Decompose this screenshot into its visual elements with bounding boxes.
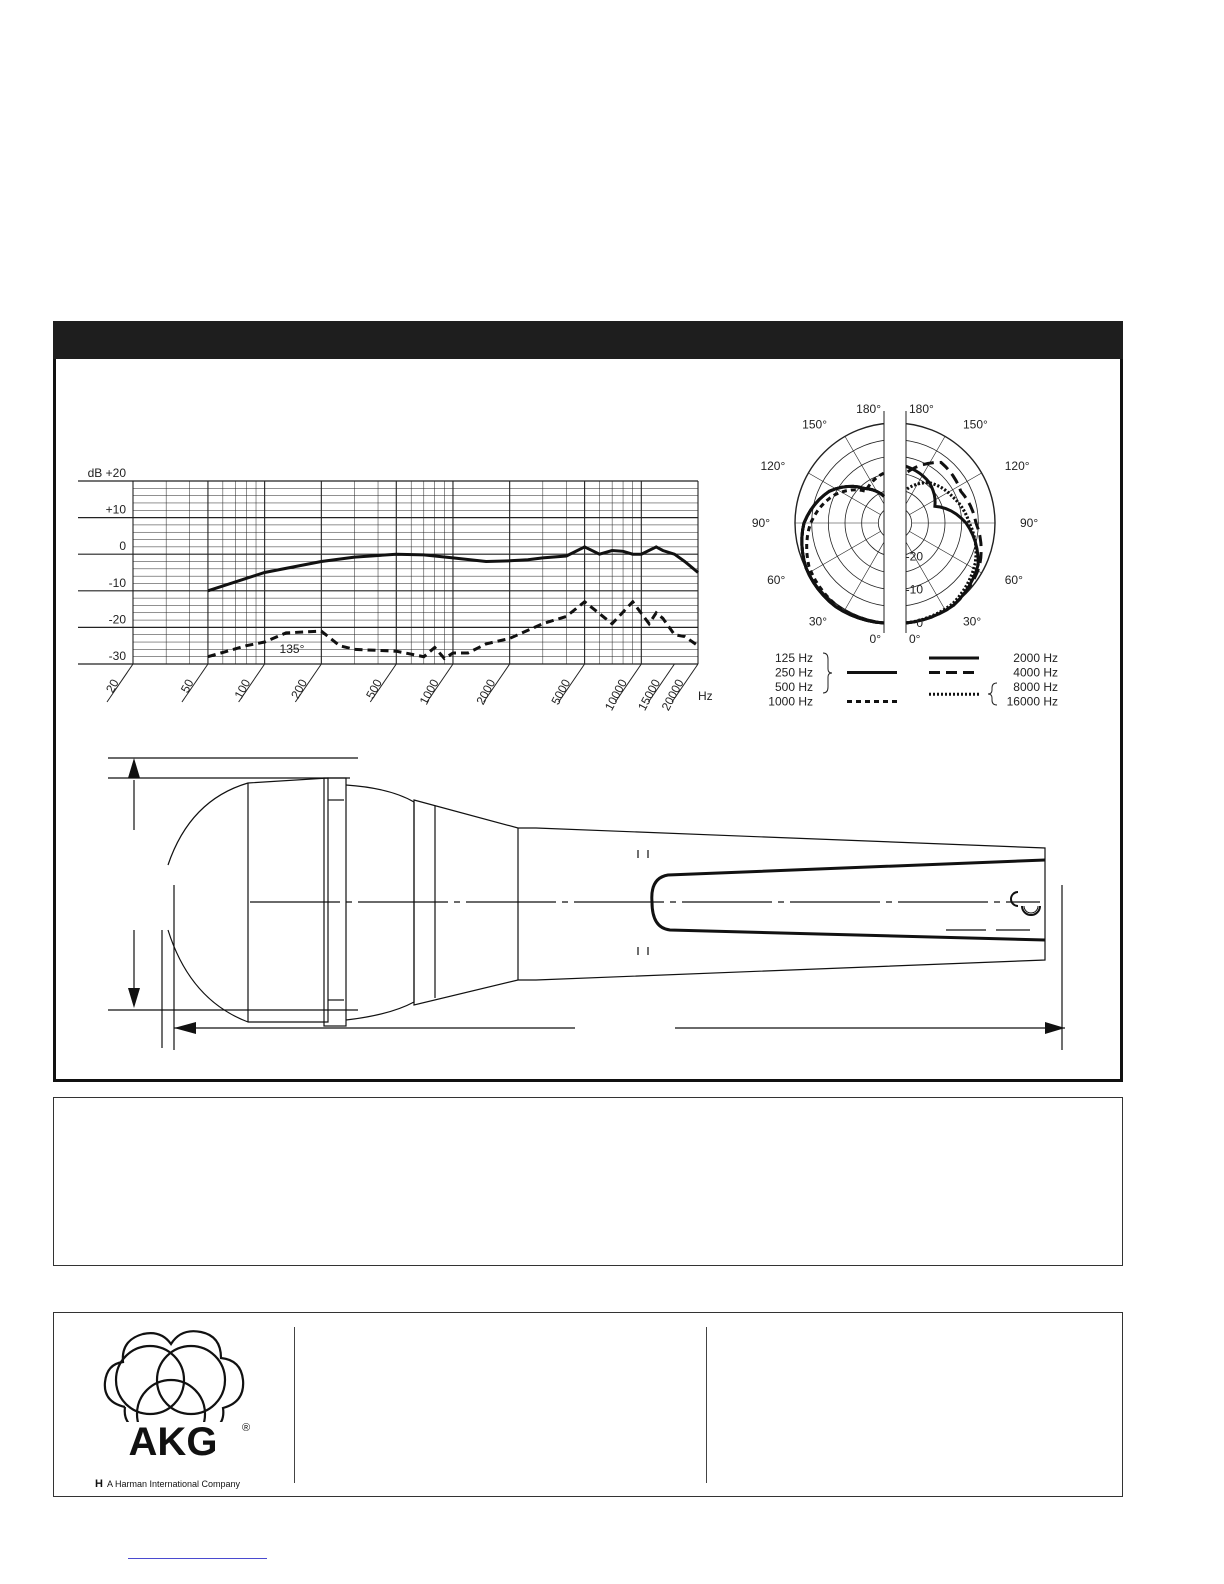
- legend-label-right: 16000 Hz: [1006, 694, 1058, 709]
- polar-angle-label: 180°: [909, 402, 934, 416]
- microphone-dimension-drawing: [100, 740, 1100, 1060]
- footer-divider-1: [294, 1327, 295, 1483]
- x-tick-label: 20: [103, 676, 122, 696]
- polar-angle-label: 30°: [963, 614, 982, 629]
- ce-mark-icon: [1011, 892, 1040, 915]
- polar-series-line: [906, 466, 978, 623]
- polar-angle-label: 150°: [963, 417, 988, 432]
- frequency-y-axis: [88, 466, 127, 663]
- polar-angle-label: 0°: [869, 632, 881, 646]
- polar-angle-label: 180°: [856, 402, 881, 416]
- bottom-link-underline[interactable]: [128, 1558, 267, 1559]
- polar-angle-label: 60°: [1004, 573, 1023, 587]
- y-tick-label: -30: [108, 649, 126, 663]
- x-tick-label: 15000: [635, 676, 664, 713]
- polar-ring-label: -20: [905, 549, 923, 564]
- x-tick-label: 5000: [548, 676, 574, 707]
- legend-label-left: 250 Hz: [774, 665, 813, 680]
- harman-h-icon: H: [95, 1478, 103, 1490]
- logo-wordmark: AKG: [128, 1420, 218, 1464]
- legend-brace-left: [823, 653, 832, 693]
- frequency-response-chart: [70, 460, 730, 720]
- polar-angle-label: 120°: [760, 459, 786, 473]
- polar-angle-label: 150°: [802, 417, 827, 432]
- polar-ring-label: -10: [905, 582, 923, 597]
- harman-tagline: [95, 1478, 240, 1490]
- polar-angle-label: 60°: [767, 573, 786, 587]
- x-tick-label: 100: [231, 676, 254, 702]
- y-tick-label: -10: [108, 575, 126, 590]
- polar-series-line: [802, 486, 884, 623]
- y-tick-label: +10: [105, 502, 126, 517]
- x-axis-unit: Hz: [698, 689, 713, 703]
- specifications-box: [53, 1097, 1123, 1266]
- x-tick-label: 1000: [416, 676, 442, 707]
- polar-center-gap: [884, 411, 906, 635]
- handle-grip: [652, 860, 1045, 940]
- footer-divider-2: [706, 1327, 707, 1483]
- x-tick-label: 200: [288, 676, 310, 702]
- registered-mark: ®: [242, 1422, 251, 1434]
- x-tick-label: 10000: [601, 676, 630, 713]
- legend-label-right: 2000 Hz: [1013, 651, 1058, 665]
- polar-angle-label: 30°: [808, 614, 827, 629]
- polar-legend: [768, 651, 1058, 709]
- legend-label-right: 4000 Hz: [1013, 665, 1058, 680]
- polar-angle-label: 0°: [909, 632, 921, 646]
- polar-pattern-chart: [751, 395, 1075, 715]
- polar-angle-label: 90°: [1020, 516, 1039, 530]
- legend-label-left: 500 Hz: [774, 680, 813, 694]
- polar-ring-label: 0: [916, 616, 923, 630]
- frequency-grid: [78, 481, 698, 664]
- y-tick-label: dB +20: [87, 466, 126, 480]
- akg-logo: [95, 1322, 255, 1472]
- x-tick-label: 500: [363, 676, 385, 702]
- y-tick-label: -20: [108, 612, 126, 627]
- x-tick-label: 2000: [473, 676, 499, 707]
- polar-angle-label: 120°: [1004, 459, 1030, 473]
- legend-brace-right: [988, 683, 997, 705]
- polar-angle-label: 90°: [751, 516, 770, 530]
- harman-text: A Harman International Company: [106, 1479, 241, 1489]
- frequency-x-axis: [103, 664, 698, 713]
- legend-label-left: 125 Hz: [774, 651, 813, 665]
- x-tick-label: 20000: [658, 676, 687, 713]
- annotation-135deg: 135°: [279, 642, 305, 657]
- section-header-bar: [53, 321, 1123, 359]
- legend-label-right: 8000 Hz: [1013, 680, 1058, 694]
- x-tick-label: 50: [177, 676, 197, 696]
- y-tick-label: 0: [119, 539, 126, 554]
- legend-label-left: 1000 Hz: [768, 694, 813, 709]
